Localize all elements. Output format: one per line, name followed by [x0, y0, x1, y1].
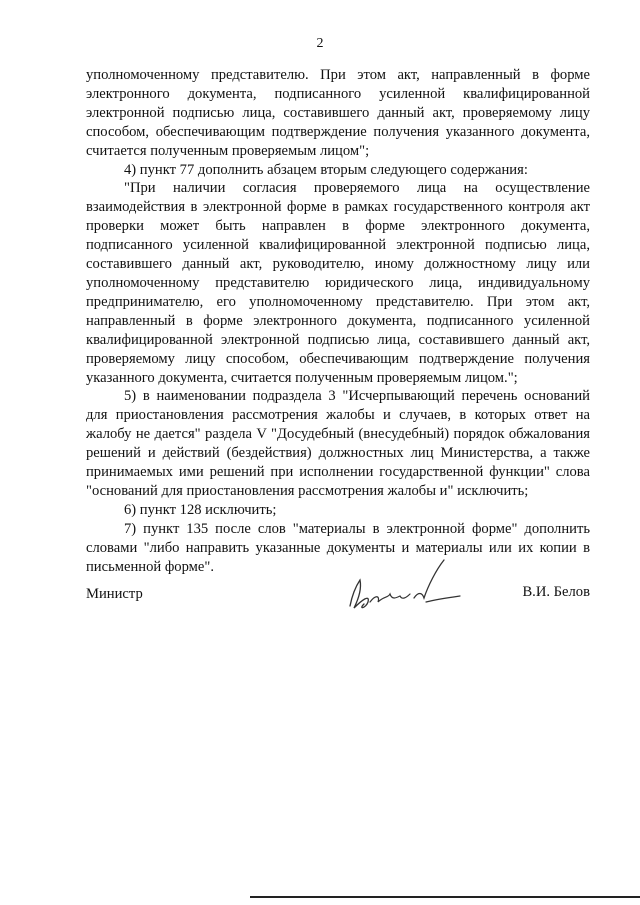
handwritten-signature — [344, 556, 464, 618]
document-body — [86, 66, 590, 576]
signatory-title: Министр — [86, 586, 143, 602]
paragraph-quote: "При наличии согласия проверяемого лица на осуществление взаимодействия в электронной форме в рамках государственного контроля акт проверки может быть направлен в форме электронного документа, подписанного усиленной квалифицированной электронной подписью лица, составившего данный акт, руководителю, иному должностному лицу или уполномоченному представителю юридического лица, индивидуальному предпринимателю, его уполномоченному представителю. При этом акт, направленный в форме электронного документа, подписанного усиленной квалифицированной электронной подписью лица, составившего данный акт, проверяемому лицу способом, обеспечивающим подтверждение получения указанного документа, считается полученным проверяемым лицом."; — [86, 180, 590, 386]
paragraph-item-6: 6) пункт 128 исключить; — [124, 501, 277, 518]
paragraph-continuation: уполномоченному представителю. При этом акт, направленный в форме электронного документа, подписанного усиленной квалифицированной электронной подписью лица, составившего данный акт, проверяемому лицу способом, обеспечивающим подтверждение получения указанного документа, считается полученным проверяемым лицом"; — [86, 67, 590, 159]
paragraph-item-4: 4) пункт 77 дополнить абзацем вторым следующего содержания: — [124, 161, 528, 178]
paragraph-item-5: 5) в наименовании подраздела 3 "Исчерпывающий перечень оснований для приостановления рассмотрения жалобы и случаев, в которых ответ на жалобу не дается" раздела V "Досудебный (внесудебный) порядок обжалования решений и действий (бездействия) должностных лиц Министерства, а также принимаемых ими решений при исполнении государственной функции" слова "оснований для приостановления рассмотрения жалобы и" исключить; — [86, 388, 590, 499]
signature-block — [86, 574, 590, 634]
paragraph-item-7: 7) пункт 135 после слов "материалы в электронной форме" дополнить словами "либо направить указанные документы и материалы или их копии в письменной форме". — [86, 520, 590, 575]
signatory-name: В.И. Белов — [522, 584, 590, 600]
page-number: 2 — [316, 36, 324, 51]
footer-rule — [250, 896, 640, 898]
